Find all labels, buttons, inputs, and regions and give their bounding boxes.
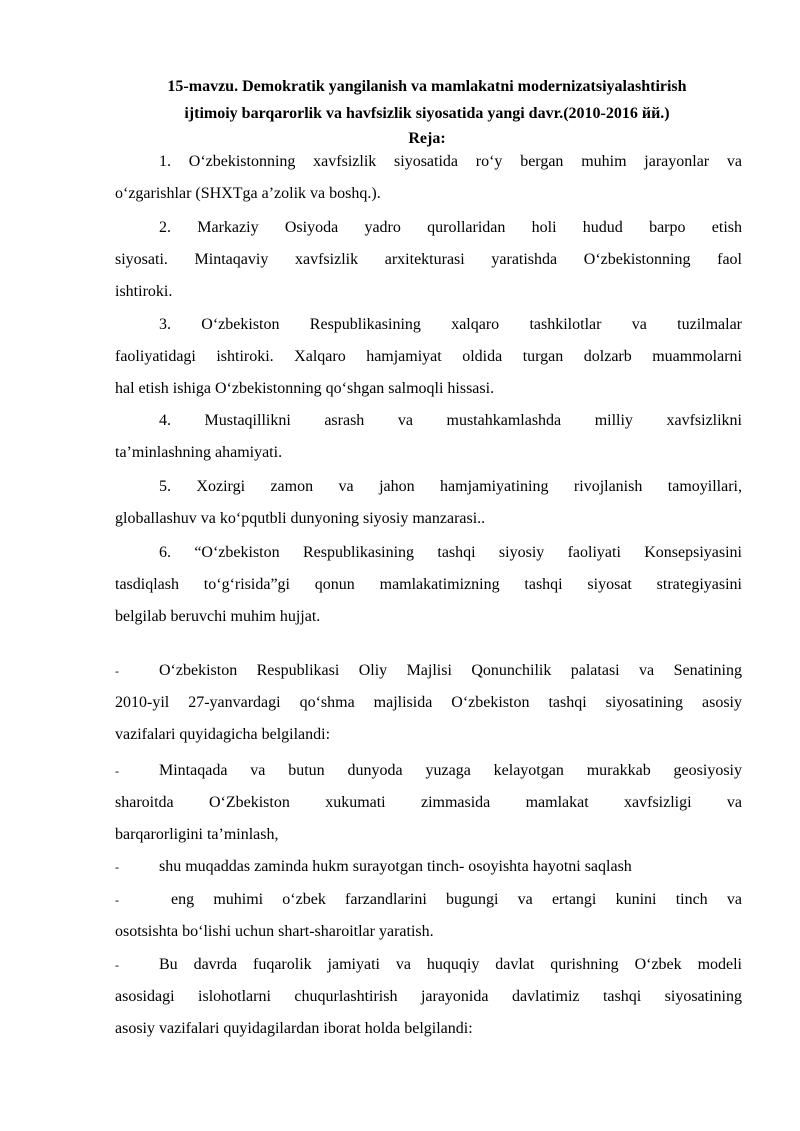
bullet-1-line3: vazifalari quyidagicha belgilandi: <box>115 726 331 743</box>
bullet-4-dash: - <box>115 893 119 907</box>
bullet-1-line1: O‘zbekiston Respublikasi Oliy Majlisi Qonunchilik palatasi va Senatining <box>159 662 742 679</box>
plan-item-5-line1: 5. Xozirgi zamon va jahon hamjamiyatining rivojlanish tamoyillari, <box>159 478 742 495</box>
plan-item-2 <box>115 212 742 308</box>
plan-item-6-line1: 6. “O‘zbekiston Respublikasining tashqi siyosiy faoliyati Konsepsiyasini <box>159 544 742 561</box>
bullet-1 <box>115 655 742 751</box>
plan-item-3-line3: hal etish ishiga O‘zbekistonning qo‘shgan salmoqli hissasi. <box>115 380 495 397</box>
bullet-5-dash: - <box>115 958 119 972</box>
plan-item-6-line2: tasdiqlash to‘g‘risida”gi qonun mamlakatimizning tashqi siyosat strategiyasini <box>115 576 742 593</box>
plan-item-1-line2: o‘zgarishlar (SHXTga a’zolik va boshq.). <box>115 185 381 202</box>
plan-item-2-line3: ishtiroki. <box>115 283 173 300</box>
bullet-1-line2: 2010-yil 27-yanvardagi qo‘shma majlisida O‘zbekiston tashqi siyosatining asosiy <box>115 694 742 711</box>
plan-item-1-line1: 1. O‘zbekistonning xavfsizlik siyosatida ro‘y bergan muhim jarayonlar va <box>159 153 742 170</box>
doc-title-line2: ijtimoiy barqarorlik va havfsizlik siyosatida yangi davr.(2010-2016 йй.) <box>184 105 670 122</box>
plan-item-2-line2: siyosati. Mintaqaviy xavfsizlik arxitekturasi yaratishda O‘zbekistonning faol <box>115 251 742 268</box>
bullet-2-dash: - <box>115 764 119 778</box>
bullet-4-line1: eng muhimi o‘zbek farzandlarini bugungi va ertangi kunini tinch va <box>171 891 742 908</box>
plan-item-4 <box>115 405 742 469</box>
bullet-4 <box>115 884 742 948</box>
bullet-2-line2: sharoitda O‘Zbekiston xukumati zimmasida mamlakat xavfsizligi va <box>115 794 742 811</box>
bullet-2 <box>115 755 742 851</box>
plan-item-6-line3: belgilab beruvchi muhim hujjat. <box>115 608 321 625</box>
bullet-2-line3: barqarorligini ta’minlash, <box>115 826 279 843</box>
bullet-5-line1: Bu davrda fuqarolik jamiyati va huquqiy davlat qurishning O‘zbek modeli <box>159 956 742 973</box>
plan-item-3-line1: 3. O‘zbekiston Respublikasining xalqaro tashkilotlar va tuzilmalar <box>159 316 742 333</box>
bullet-5-line2: asosidagi islohotlarni chuqurlashtirish jarayonida davlatimiz tashqi siyosatining <box>115 988 742 1005</box>
plan-item-4-line2: ta’minlashning ahamiyati. <box>115 444 283 461</box>
bullet-5 <box>115 949 742 1045</box>
plan-item-3-line2: faoliyatidagi ishtiroki. Xalqaro hamjamiyat oldida turgan dolzarb muammolarni <box>115 348 742 365</box>
bullet-4-line2: osotsishta bo‘lishi uchun shart-sharoitlar yaratish. <box>115 923 434 940</box>
bullet-3-line1: shu muqaddas zaminda hukm surayotgan tinch- osoyishta hayotni saqlash <box>159 858 632 875</box>
plan-heading: Reja: <box>408 130 446 147</box>
doc-title-line1: 15-mavzu. Demokratik yangilanish va mamlakatni modernizatsiyalashtirish <box>167 78 687 95</box>
plan-item-2-line1: 2. Markaziy Osiyoda yadro qurollaridan holi hudud barpo etish <box>159 219 742 236</box>
plan-item-3 <box>115 309 742 405</box>
bullet-2-line1: Mintaqada va butun dunyoda yuzaga kelayotgan murakkab geosiyosiy <box>159 762 742 779</box>
plan-item-1 <box>115 146 742 210</box>
plan-item-6 <box>115 537 742 633</box>
plan-item-5 <box>115 471 742 535</box>
plan-item-5-line2: globallashuv va ko‘pqutbli dunyoning siyosiy manzarasi.. <box>115 510 486 527</box>
plan-item-4-line1: 4. Mustaqillikni asrash va mustahkamlashda milliy xavfsizlikni <box>159 412 742 429</box>
bullet-3 <box>115 851 742 883</box>
bullet-3-dash: - <box>115 860 119 874</box>
bullet-1-dash: - <box>115 664 119 678</box>
bullet-5-line3: asosiy vazifalari quyidagilardan iborat holda belgilandi: <box>115 1020 473 1037</box>
